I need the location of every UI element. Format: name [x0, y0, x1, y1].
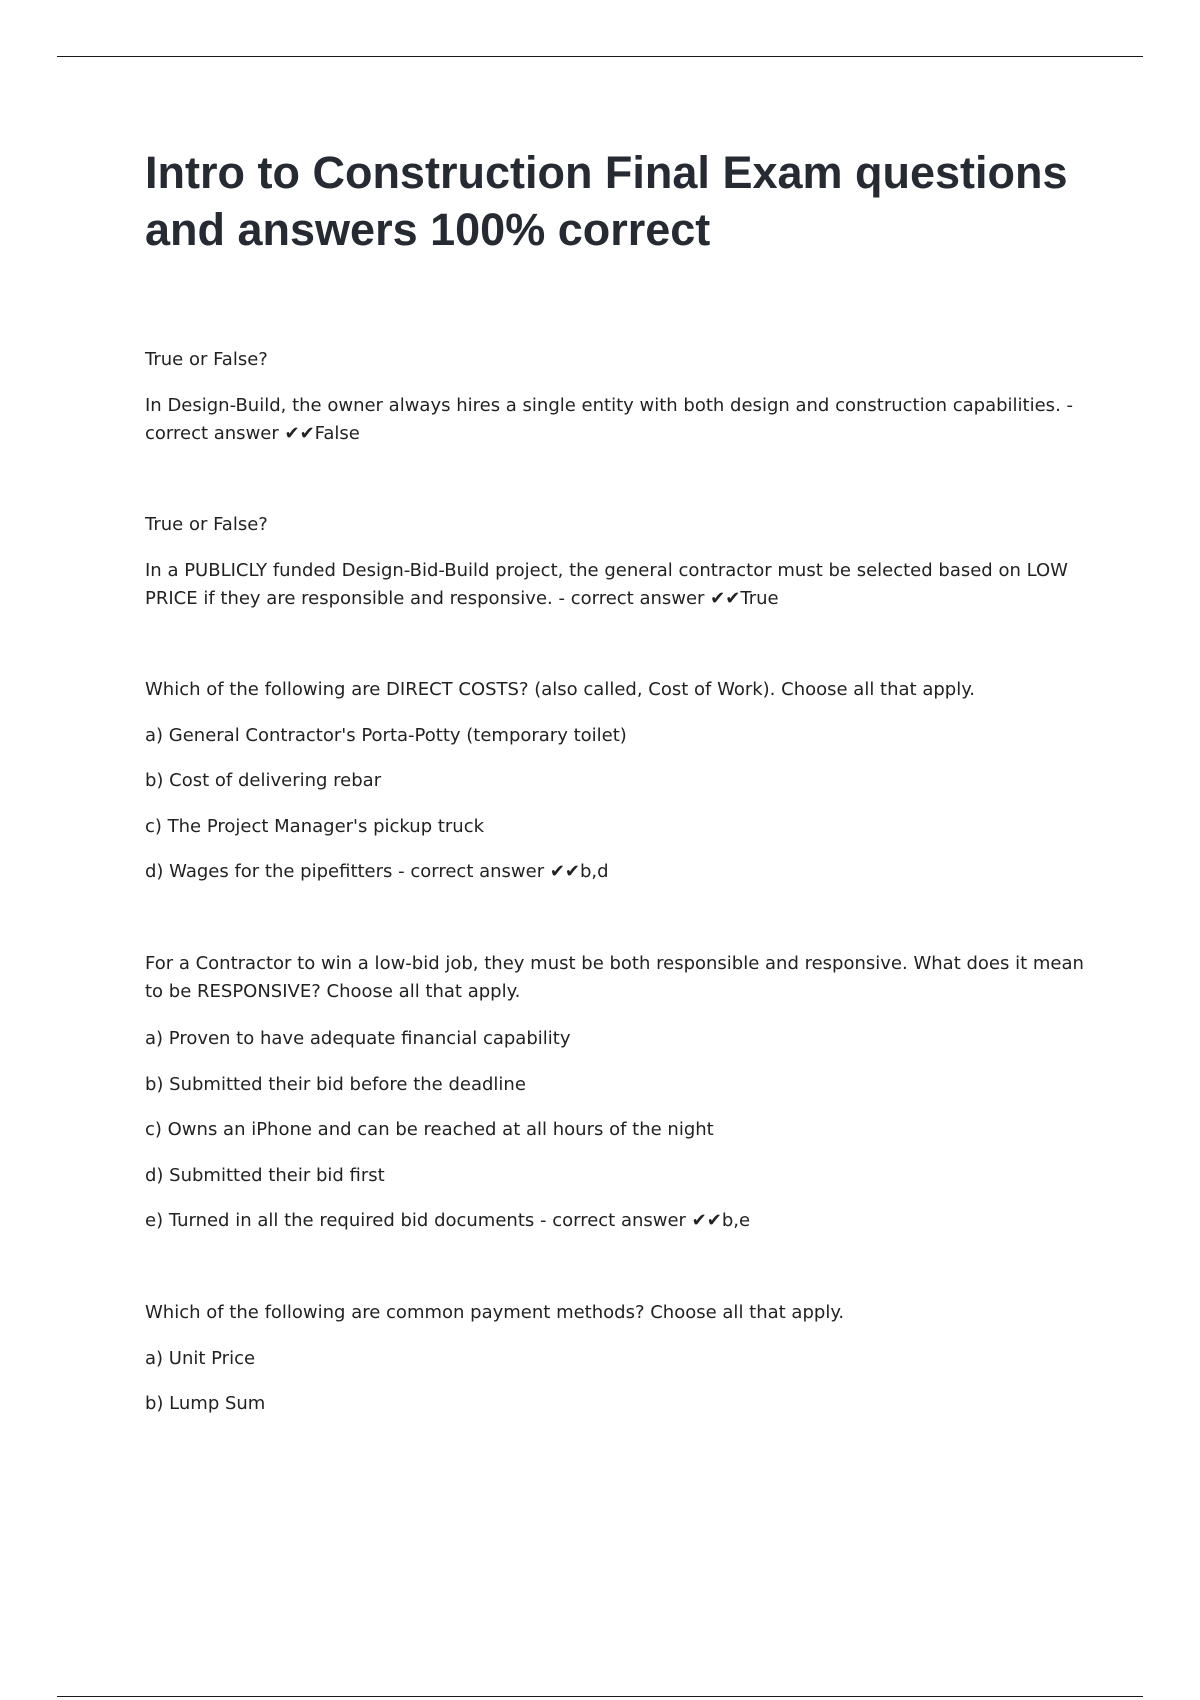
question-3-option: b) Cost of delivering rebar: [145, 770, 382, 791]
question-5-option: b) Lump Sum: [145, 1393, 266, 1414]
footer-rule: [57, 1696, 1143, 1697]
question-2-body: In a PUBLICLY funded Design-Bid-Build project, the general contractor must be selected based on LOW PRICE if they are responsible and responsive. - correct answer ✔✔True: [145, 560, 1074, 609]
question-1-body: In Design-Build, the owner always hires a single entity with both design and construction capabilities. - correct answer ✔✔False: [145, 395, 1079, 444]
question-3-prompt: Which of the following are DIRECT COSTS? (also called, Cost of Work). Choose all that apply.: [145, 679, 976, 700]
question-4-option: d) Submitted their bid first: [145, 1165, 385, 1186]
question-2-prompt: True or False?: [145, 514, 268, 535]
question-4-option: e) Turned in all the required bid documents - correct answer ✔✔b,e: [145, 1210, 751, 1231]
question-4-option: c) Owns an iPhone and can be reached at all hours of the night: [145, 1119, 714, 1140]
header-rule: [57, 56, 1143, 57]
question-1-prompt: True or False?: [145, 349, 268, 370]
question-4-prompt: For a Contractor to win a low-bid job, they must be both responsible and responsive. What does it mean to be RESPONSIVE? Choose all that apply.: [145, 953, 1090, 1002]
question-5-option: a) Unit Price: [145, 1348, 256, 1369]
question-3-option: c) The Project Manager's pickup truck: [145, 816, 485, 837]
question-3-option: d) Wages for the pipefitters - correct answer ✔✔b,d: [145, 861, 609, 882]
document-title: Intro to Construction Final Exam questions and answers 100% correct: [145, 147, 1068, 255]
question-4-option: a) Proven to have adequate financial capability: [145, 1028, 571, 1049]
question-4-option: b) Submitted their bid before the deadline: [145, 1074, 526, 1095]
question-5-prompt: Which of the following are common payment methods? Choose all that apply.: [145, 1302, 845, 1323]
question-3-option: a) General Contractor's Porta-Potty (temporary toilet): [145, 725, 627, 746]
